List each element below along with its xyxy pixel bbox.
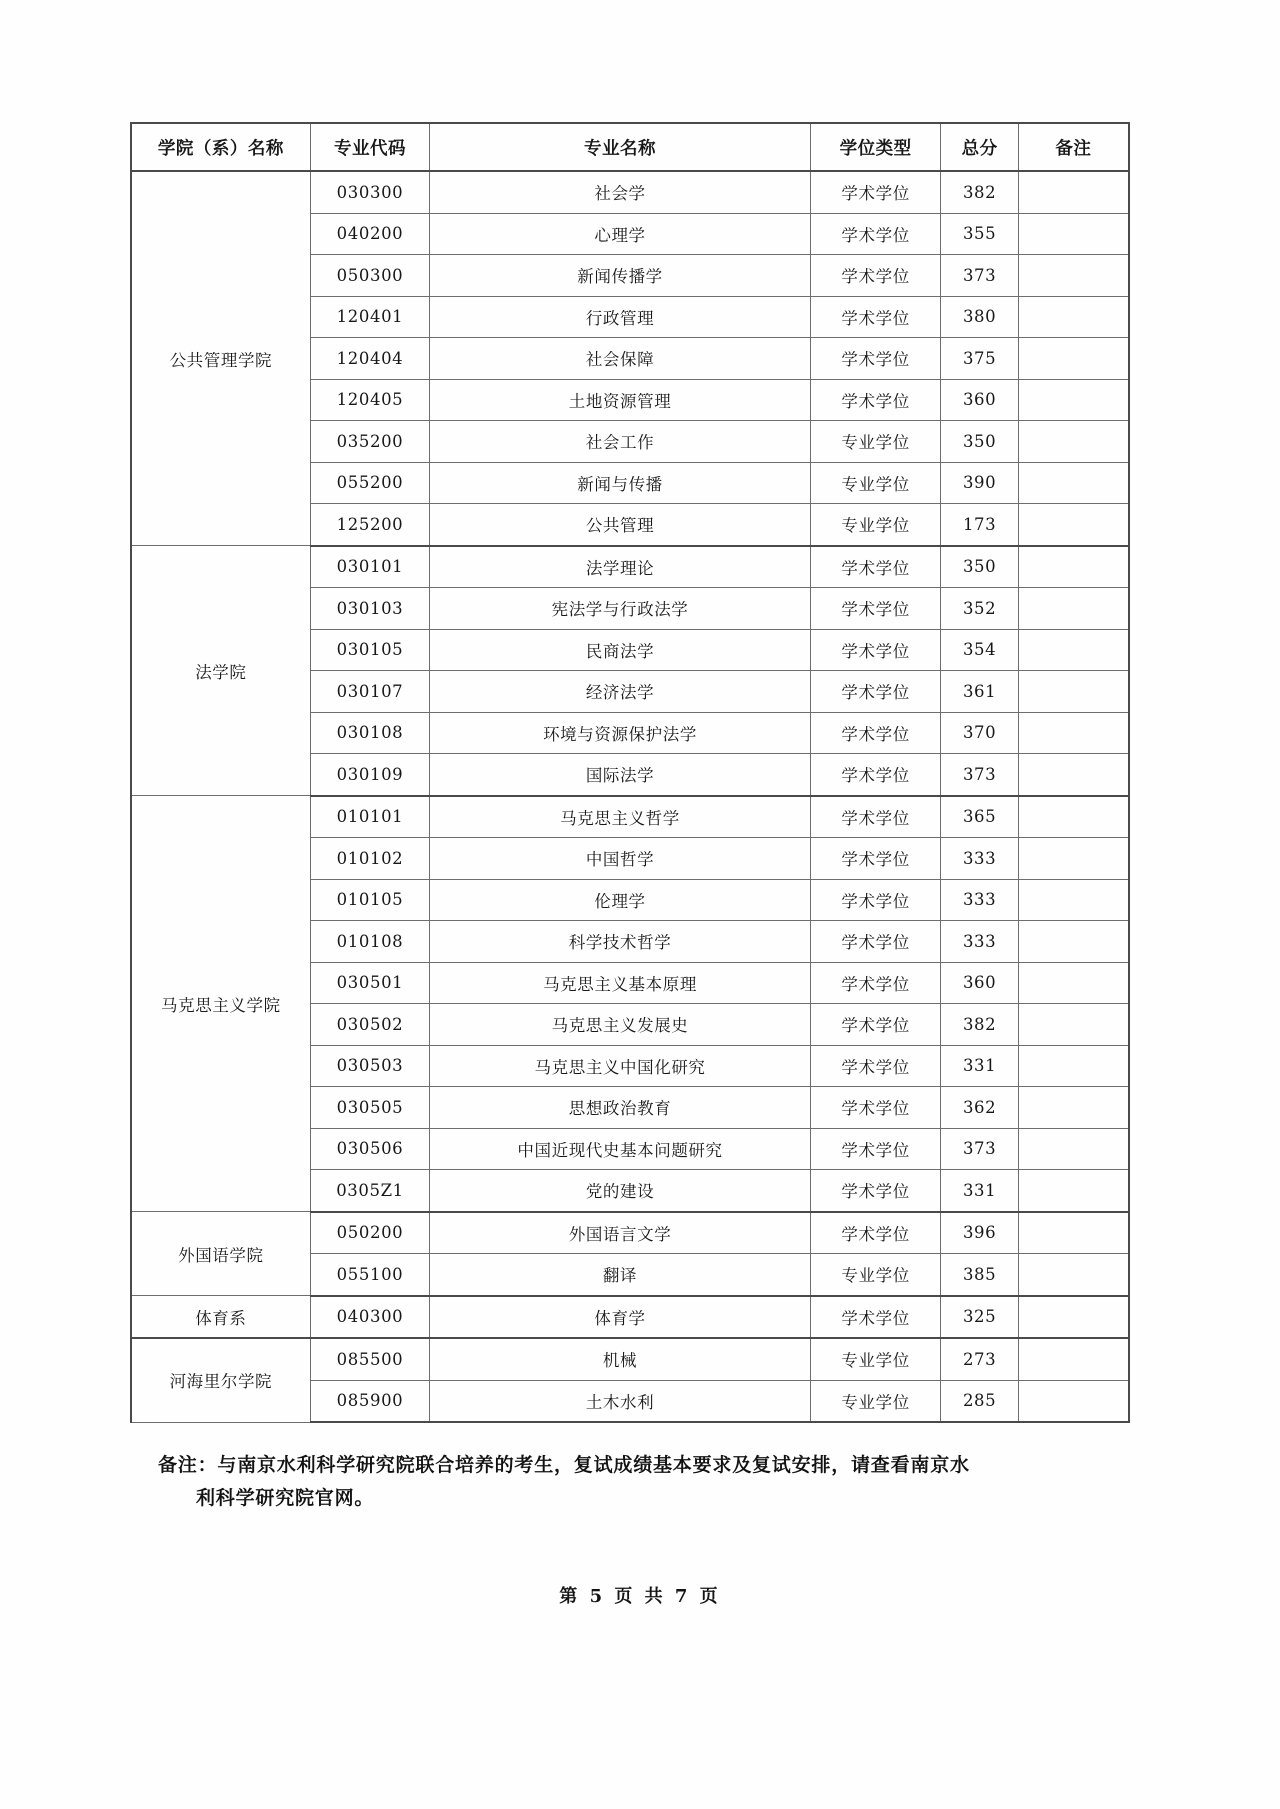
cell-major-name: 国际法学 bbox=[430, 754, 811, 796]
cell-remark bbox=[1018, 921, 1129, 963]
cell-total-score: 333 bbox=[941, 879, 1018, 921]
cell-major-name: 社会学 bbox=[430, 171, 811, 213]
cell-major-name: 新闻传播学 bbox=[430, 255, 811, 297]
cell-degree-type: 学术学位 bbox=[810, 962, 941, 1004]
cell-degree-type: 学术学位 bbox=[810, 171, 941, 213]
cell-degree-type: 学术学位 bbox=[810, 1170, 941, 1212]
cell-degree-type: 专业学位 bbox=[810, 1338, 941, 1380]
cell-major-code: 030101 bbox=[310, 546, 429, 588]
cell-college-name: 外国语学院 bbox=[131, 1212, 310, 1296]
cell-major-code: 030505 bbox=[310, 1087, 429, 1129]
cell-total-score: 373 bbox=[941, 1128, 1018, 1170]
cell-degree-type: 学术学位 bbox=[810, 338, 941, 380]
cell-major-name: 马克思主义基本原理 bbox=[430, 962, 811, 1004]
cell-degree-type: 学术学位 bbox=[810, 546, 941, 588]
cell-degree-type: 学术学位 bbox=[810, 1128, 941, 1170]
column-header-major-code: 专业代码 bbox=[310, 123, 429, 171]
footnote-line-1: 备注：与南京水利科学研究院联合培养的考生，复试成绩基本要求及复试安排，请查看南京水 bbox=[158, 1454, 970, 1476]
cell-remark bbox=[1018, 712, 1129, 754]
cell-major-code: 030300 bbox=[310, 171, 429, 213]
cell-degree-type: 学术学位 bbox=[810, 588, 941, 630]
cell-major-name: 科学技术哲学 bbox=[430, 921, 811, 963]
cell-major-code: 010102 bbox=[310, 838, 429, 880]
cell-remark bbox=[1018, 1254, 1129, 1296]
table-header-row bbox=[131, 123, 1129, 171]
cell-remark bbox=[1018, 629, 1129, 671]
cell-major-code: 040200 bbox=[310, 213, 429, 255]
cell-major-name: 心理学 bbox=[430, 213, 811, 255]
table-body bbox=[131, 171, 1129, 1422]
cell-remark bbox=[1018, 1045, 1129, 1087]
cell-remark bbox=[1018, 1296, 1129, 1339]
cell-remark bbox=[1018, 1170, 1129, 1212]
table-row bbox=[131, 171, 1129, 213]
cell-total-score: 350 bbox=[941, 421, 1018, 463]
cell-college-name: 公共管理学院 bbox=[131, 171, 310, 546]
cell-remark bbox=[1018, 338, 1129, 380]
cell-degree-type: 专业学位 bbox=[810, 462, 941, 504]
table-row bbox=[131, 796, 1129, 838]
cell-major-name: 行政管理 bbox=[430, 296, 811, 338]
cell-major-name: 中国近现代史基本问题研究 bbox=[430, 1128, 811, 1170]
cell-remark bbox=[1018, 1004, 1129, 1046]
cell-remark bbox=[1018, 588, 1129, 630]
cell-major-name: 新闻与传播 bbox=[430, 462, 811, 504]
cell-total-score: 333 bbox=[941, 921, 1018, 963]
cell-degree-type: 学术学位 bbox=[810, 255, 941, 297]
cell-degree-type: 学术学位 bbox=[810, 296, 941, 338]
cell-degree-type: 学术学位 bbox=[810, 838, 941, 880]
cell-degree-type: 学术学位 bbox=[810, 1087, 941, 1129]
cell-total-score: 375 bbox=[941, 338, 1018, 380]
cell-total-score: 331 bbox=[941, 1045, 1018, 1087]
cell-major-name: 环境与资源保护法学 bbox=[430, 712, 811, 754]
cell-remark bbox=[1018, 671, 1129, 713]
cell-major-code: 030501 bbox=[310, 962, 429, 1004]
cell-degree-type: 学术学位 bbox=[810, 754, 941, 796]
cell-major-code: 050300 bbox=[310, 255, 429, 297]
cell-total-score: 331 bbox=[941, 1170, 1018, 1212]
cell-remark bbox=[1018, 1338, 1129, 1380]
cell-degree-type: 学术学位 bbox=[810, 629, 941, 671]
cell-remark bbox=[1018, 171, 1129, 213]
cell-major-code: 120404 bbox=[310, 338, 429, 380]
cell-major-name: 机械 bbox=[430, 1338, 811, 1380]
cell-major-name: 经济法学 bbox=[430, 671, 811, 713]
cell-major-code: 085900 bbox=[310, 1380, 429, 1422]
admission-score-table bbox=[130, 122, 1130, 1423]
column-header-degree-type: 学位类型 bbox=[810, 123, 941, 171]
cell-major-code: 010108 bbox=[310, 921, 429, 963]
cell-total-score: 354 bbox=[941, 629, 1018, 671]
cell-college-name: 法学院 bbox=[131, 546, 310, 796]
cell-total-score: 360 bbox=[941, 962, 1018, 1004]
cell-college-name: 体育系 bbox=[131, 1296, 310, 1339]
cell-total-score: 333 bbox=[941, 838, 1018, 880]
cell-major-code: 120401 bbox=[310, 296, 429, 338]
cell-degree-type: 学术学位 bbox=[810, 1296, 941, 1339]
cell-total-score: 355 bbox=[941, 213, 1018, 255]
cell-degree-type: 学术学位 bbox=[810, 1004, 941, 1046]
cell-total-score: 373 bbox=[941, 255, 1018, 297]
cell-major-name: 宪法学与行政法学 bbox=[430, 588, 811, 630]
cell-degree-type: 学术学位 bbox=[810, 921, 941, 963]
cell-remark bbox=[1018, 546, 1129, 588]
cell-total-score: 373 bbox=[941, 754, 1018, 796]
cell-major-code: 030107 bbox=[310, 671, 429, 713]
cell-major-name: 土地资源管理 bbox=[430, 379, 811, 421]
cell-major-code: 125200 bbox=[310, 504, 429, 546]
cell-remark bbox=[1018, 296, 1129, 338]
cell-major-name: 中国哲学 bbox=[430, 838, 811, 880]
cell-major-code: 030502 bbox=[310, 1004, 429, 1046]
cell-major-name: 党的建设 bbox=[430, 1170, 811, 1212]
cell-major-code: 055100 bbox=[310, 1254, 429, 1296]
cell-remark bbox=[1018, 462, 1129, 504]
cell-major-name: 马克思主义发展史 bbox=[430, 1004, 811, 1046]
cell-major-code: 030109 bbox=[310, 754, 429, 796]
cell-major-name: 外国语言文学 bbox=[430, 1212, 811, 1254]
column-header-remark: 备注 bbox=[1018, 123, 1129, 171]
cell-total-score: 365 bbox=[941, 796, 1018, 838]
cell-degree-type: 学术学位 bbox=[810, 379, 941, 421]
cell-major-code: 030506 bbox=[310, 1128, 429, 1170]
cell-remark bbox=[1018, 1380, 1129, 1422]
footnote bbox=[158, 1449, 1113, 1516]
cell-major-name: 法学理论 bbox=[430, 546, 811, 588]
cell-major-name: 土木水利 bbox=[430, 1380, 811, 1422]
column-header-college: 学院（系）名称 bbox=[131, 123, 310, 171]
cell-remark bbox=[1018, 1087, 1129, 1129]
cell-total-score: 396 bbox=[941, 1212, 1018, 1254]
cell-remark bbox=[1018, 962, 1129, 1004]
cell-degree-type: 学术学位 bbox=[810, 1212, 941, 1254]
footnote-line-2: 利科学研究院官网。 bbox=[196, 1487, 375, 1510]
cell-remark bbox=[1018, 421, 1129, 463]
cell-remark bbox=[1018, 879, 1129, 921]
cell-degree-type: 学术学位 bbox=[810, 796, 941, 838]
cell-degree-type: 学术学位 bbox=[810, 879, 941, 921]
cell-remark bbox=[1018, 213, 1129, 255]
cell-total-score: 360 bbox=[941, 379, 1018, 421]
cell-major-code: 035200 bbox=[310, 421, 429, 463]
table-row bbox=[131, 1296, 1129, 1339]
cell-major-code: 010101 bbox=[310, 796, 429, 838]
cell-degree-type: 学术学位 bbox=[810, 213, 941, 255]
cell-total-score: 325 bbox=[941, 1296, 1018, 1339]
cell-remark bbox=[1018, 504, 1129, 546]
cell-major-name: 社会工作 bbox=[430, 421, 811, 463]
column-header-total-score: 总分 bbox=[941, 123, 1018, 171]
cell-total-score: 352 bbox=[941, 588, 1018, 630]
table-row bbox=[131, 1212, 1129, 1254]
cell-major-code: 040300 bbox=[310, 1296, 429, 1339]
cell-degree-type: 专业学位 bbox=[810, 504, 941, 546]
cell-major-code: 120405 bbox=[310, 379, 429, 421]
cell-major-code: 010105 bbox=[310, 879, 429, 921]
cell-major-name: 马克思主义中国化研究 bbox=[430, 1045, 811, 1087]
cell-total-score: 382 bbox=[941, 1004, 1018, 1046]
cell-remark bbox=[1018, 754, 1129, 796]
cell-major-code: 0305Z1 bbox=[310, 1170, 429, 1212]
table-header bbox=[131, 123, 1129, 171]
cell-total-score: 361 bbox=[941, 671, 1018, 713]
cell-major-code: 030108 bbox=[310, 712, 429, 754]
page-number: 第 5 页 共 7 页 bbox=[559, 1585, 721, 1607]
cell-major-code: 050200 bbox=[310, 1212, 429, 1254]
cell-degree-type: 学术学位 bbox=[810, 671, 941, 713]
cell-college-name: 马克思主义学院 bbox=[131, 796, 310, 1212]
cell-remark bbox=[1018, 838, 1129, 880]
cell-major-code: 030105 bbox=[310, 629, 429, 671]
cell-remark bbox=[1018, 255, 1129, 297]
cell-remark bbox=[1018, 1128, 1129, 1170]
cell-major-name: 翻译 bbox=[430, 1254, 811, 1296]
cell-major-code: 055200 bbox=[310, 462, 429, 504]
cell-major-name: 马克思主义哲学 bbox=[430, 796, 811, 838]
cell-college-name: 河海里尔学院 bbox=[131, 1338, 310, 1422]
cell-total-score: 362 bbox=[941, 1087, 1018, 1129]
cell-remark bbox=[1018, 379, 1129, 421]
cell-major-name: 公共管理 bbox=[430, 504, 811, 546]
cell-major-name: 体育学 bbox=[430, 1296, 811, 1339]
cell-total-score: 390 bbox=[941, 462, 1018, 504]
cell-total-score: 273 bbox=[941, 1338, 1018, 1380]
cell-remark bbox=[1018, 1212, 1129, 1254]
table-row bbox=[131, 1338, 1129, 1380]
cell-degree-type: 学术学位 bbox=[810, 1045, 941, 1087]
cell-total-score: 385 bbox=[941, 1254, 1018, 1296]
cell-major-code: 030503 bbox=[310, 1045, 429, 1087]
cell-major-code: 030103 bbox=[310, 588, 429, 630]
cell-major-name: 思想政治教育 bbox=[430, 1087, 811, 1129]
cell-major-name: 民商法学 bbox=[430, 629, 811, 671]
cell-total-score: 350 bbox=[941, 546, 1018, 588]
cell-total-score: 382 bbox=[941, 171, 1018, 213]
table-row bbox=[131, 546, 1129, 588]
cell-degree-type: 专业学位 bbox=[810, 1380, 941, 1422]
cell-degree-type: 学术学位 bbox=[810, 712, 941, 754]
cell-total-score: 173 bbox=[941, 504, 1018, 546]
cell-degree-type: 专业学位 bbox=[810, 421, 941, 463]
cell-total-score: 285 bbox=[941, 1380, 1018, 1422]
cell-total-score: 380 bbox=[941, 296, 1018, 338]
cell-major-code: 085500 bbox=[310, 1338, 429, 1380]
cell-total-score: 370 bbox=[941, 712, 1018, 754]
cell-major-name: 伦理学 bbox=[430, 879, 811, 921]
cell-remark bbox=[1018, 796, 1129, 838]
column-header-major-name: 专业名称 bbox=[430, 123, 811, 171]
cell-major-name: 社会保障 bbox=[430, 338, 811, 380]
cell-degree-type: 专业学位 bbox=[810, 1254, 941, 1296]
